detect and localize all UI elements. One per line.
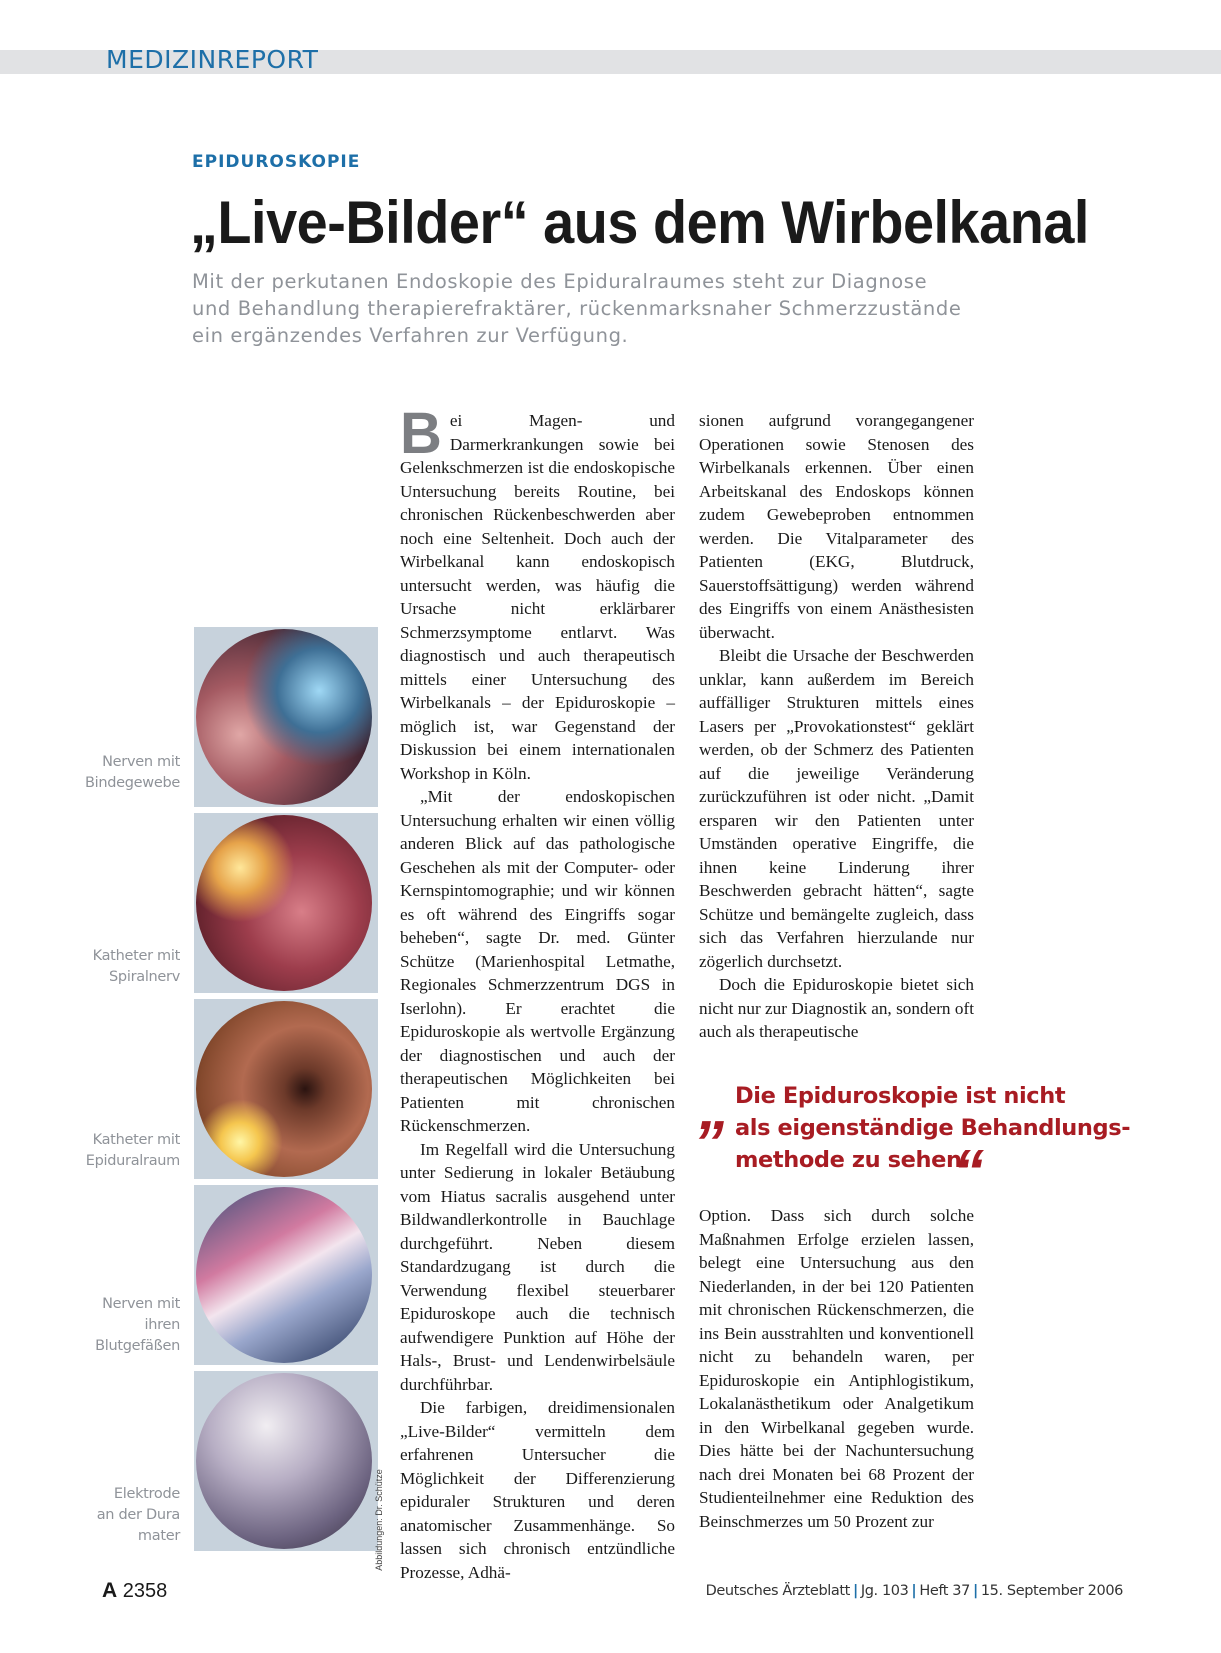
photo-caption — [86, 1130, 180, 1172]
body-column-2 — [699, 409, 974, 1044]
lead-line: Mit der perkutanen Endoskopie des Epiduralraumes steht zur Diagnose — [192, 270, 928, 293]
lead-line: ein ergänzendes Verfahren zur Verfügung. — [192, 324, 629, 347]
caption-line: an der Dura — [96, 1507, 180, 1523]
page-number-value: 2358 — [122, 1580, 168, 1602]
pull-quote-text — [735, 1080, 1130, 1176]
body-column-3 — [699, 1204, 974, 1533]
article-lead — [192, 268, 992, 349]
photo-credit — [373, 1460, 388, 1580]
body-paragraph: Doch die Epiduroskopie bietet sich nicht nur zur Diagnostik an, sondern oft auch als therapeutische — [699, 975, 974, 1041]
journal-name: Deutsches Ärzteblatt — [705, 1583, 850, 1599]
photo-caption — [93, 946, 180, 988]
body-paragraph — [400, 401, 675, 785]
footer-separator: | — [972, 1583, 978, 1599]
caption-line: Bindegewebe — [84, 775, 180, 791]
body-paragraph: Option. Dass sich durch solche Maßnahmen Erfolge erzielen lassen, belegt eine Untersuchung aus den Niederlanden, in der bei 120 Patienten mit chronischen Rückenschmerzen, die ins Bein ausstrahlten und konventionell nicht zu behandeln waren, per Epiduroskopie ein Antiphlogistikum, Lokalanästhetikum oder Analgetikum in den Wirbelkanal gegeben wurde. Dies hätte bei der Nachuntersuchung nach drei Monaten bei 68 Prozent der Studienteilnehmer eine Reduktion des Beinschmerzes um 50 Prozent zur — [699, 1206, 974, 1531]
quote-open-mark: „ — [699, 1074, 730, 1143]
footer-separator: | — [911, 1583, 917, 1599]
caption-line: Katheter mit — [92, 1132, 180, 1148]
pull-quote-line: Die Epiduroskopie ist nicht — [735, 1083, 1066, 1109]
article-kicker: EPIDUROSKOPIE — [192, 152, 361, 172]
journal-issue: Heft 37 — [919, 1583, 970, 1599]
caption-line: Nerven mit — [102, 1296, 180, 1312]
endoscopy-photo-electrode-dura-mater — [194, 1371, 378, 1551]
caption-line: Blutgefäßen — [95, 1338, 180, 1354]
quote-close-mark: “ — [953, 1138, 984, 1207]
caption-line: Katheter mit — [92, 948, 180, 964]
pull-quote-line: als eigenständige Behandlungs- — [735, 1115, 1131, 1141]
endoscopy-photo-catheter-spiral-nerve — [194, 813, 378, 993]
journal-date: 15. September 2006 — [980, 1583, 1123, 1599]
body-paragraph: Im Regelfall wird die Untersuchung unter Sedierung in lokaler Betäubung vom Hiatus sacralis ausgehend unter Bildwandlerkontrolle in Bauchlage durchgeführt. Neben diesem Standardzugang ist durch die Verwendung flexibel steuerbarer Epiduroskope auch die technisch aufwendigere Punktion auf Höhe der Hals-, Brust- und Lendenwirbelsäule durchführbar. — [400, 1139, 675, 1394]
caption-line: mater — [137, 1528, 180, 1544]
section-label: MEDIZINREPORT — [106, 45, 319, 74]
body-column-1 — [400, 401, 675, 1584]
paragraph-text: ei Magen- und Darmerkrankungen sowie bei Gelenkschmerzen ist die endoskopische Untersuchung bereits Routine, bei chronischen Rückenbeschwerden aber noch eine Seltenheit. Doch auch der Wirbelkanal kann endoskopisch untersucht werden, was häufig die Ursache nicht erklärbarer Schmerzsymptome entlarvt. Was diagnostisch und auch therapeutisch mittels einer Untersuchung des Wirbelkanals – der Epiduroskopie – möglich ist, war Gegenstand der Diskussion bei einem internationalen Workshop in Köln. — [400, 411, 675, 783]
caption-line: Nerven mit — [102, 754, 180, 770]
journal-footer — [706, 1583, 1123, 1599]
photo-caption — [85, 752, 180, 794]
footer-separator: | — [852, 1583, 858, 1599]
body-paragraph: Bleibt die Ursache der Beschwerden unklar, kann außerdem im Bereich auffälliger Strukturen mittels eines Lasers per „Provokationstest“ geklärt werden, ob der Schmerz des Patienten auf die jeweilige Veränderung zurückzuführen ist oder nicht. „Damit ersparen wir den Patienten unter Umständen operative Eingriffe, die ihnen keine Linderung ihrer Beschwerden gebracht hätten“, sagte Schütze und bemängelte zugleich, dass sich das Verfahren hierzulande nur zögerlich durchsetzt. — [699, 646, 974, 971]
dropcap: B — [400, 401, 442, 466]
photo-caption — [97, 1484, 180, 1547]
endoscopy-photo-nerves-connective-tissue — [194, 627, 378, 807]
endoscopy-photo-nerves-blood-vessels — [194, 1185, 378, 1365]
journal-volume: Jg. 103 — [860, 1583, 909, 1599]
photo-caption — [95, 1294, 180, 1357]
body-paragraph: Die farbigen, dreidimensionalen „Live-Bilder“ vermitteln dem erfahrenen Untersucher die Möglichkeit der Differenzierung epiduraler Strukturen und deren anatomischer Zusammenhänge. So lassen sich chronisch entzündliche Prozesse, Adhä- — [400, 1398, 675, 1582]
caption-line: ihren — [144, 1317, 180, 1333]
lead-line: und Behandlung therapierefraktärer, rückenmarksnaher Schmerzzustände — [192, 297, 962, 320]
page-number — [102, 1579, 167, 1603]
article-headline: „Live-Bilder“ aus dem Wirbelkanal — [190, 189, 1089, 256]
caption-line: Spiralnerv — [109, 969, 180, 985]
pull-quote-line: methode zu sehen. — [735, 1147, 970, 1173]
photo-credit-text: Abbildungen: Dr. Schütze — [373, 1469, 384, 1571]
body-paragraph: „Mit der endoskopischen Untersuchung erhalten wir einen völlig anderen Blick auf das pathologische Geschehen als mit der Computer- oder Kernspintomographie; und wir können es oft während des Eingriffs sogar beheben“, sagte Dr. med. Günter Schütze (Marienhospital Letmathe, Regionales Schmerzzentrum DGS in Iserlohn). Er erachtet die Epiduroskopie als wertvolle Ergänzung der diagnostischen und auch der therapeutischen Möglichkeiten bei Patienten mit chronischen Rückenschmerzen. — [400, 787, 675, 1135]
photo-strip — [194, 627, 378, 1557]
caption-line: Elektrode — [113, 1486, 180, 1502]
caption-line: Epiduralraum — [85, 1153, 180, 1169]
page-prefix: A — [102, 1579, 118, 1602]
body-paragraph: sionen aufgrund vorangegangener Operationen sowie Stenosen des Wirbelkanals erkennen. Über einen Arbeitskanal des Endoskops können zudem Gewebeproben entnommen werden. Die Vitalparameter des Patienten (EKG, Blutdruck, Sauerstoffsättigung) werden während des Eingriffs von einem Anästhesisten überwacht. — [699, 411, 974, 642]
endoscopy-photo-catheter-epidural-space — [194, 999, 378, 1179]
